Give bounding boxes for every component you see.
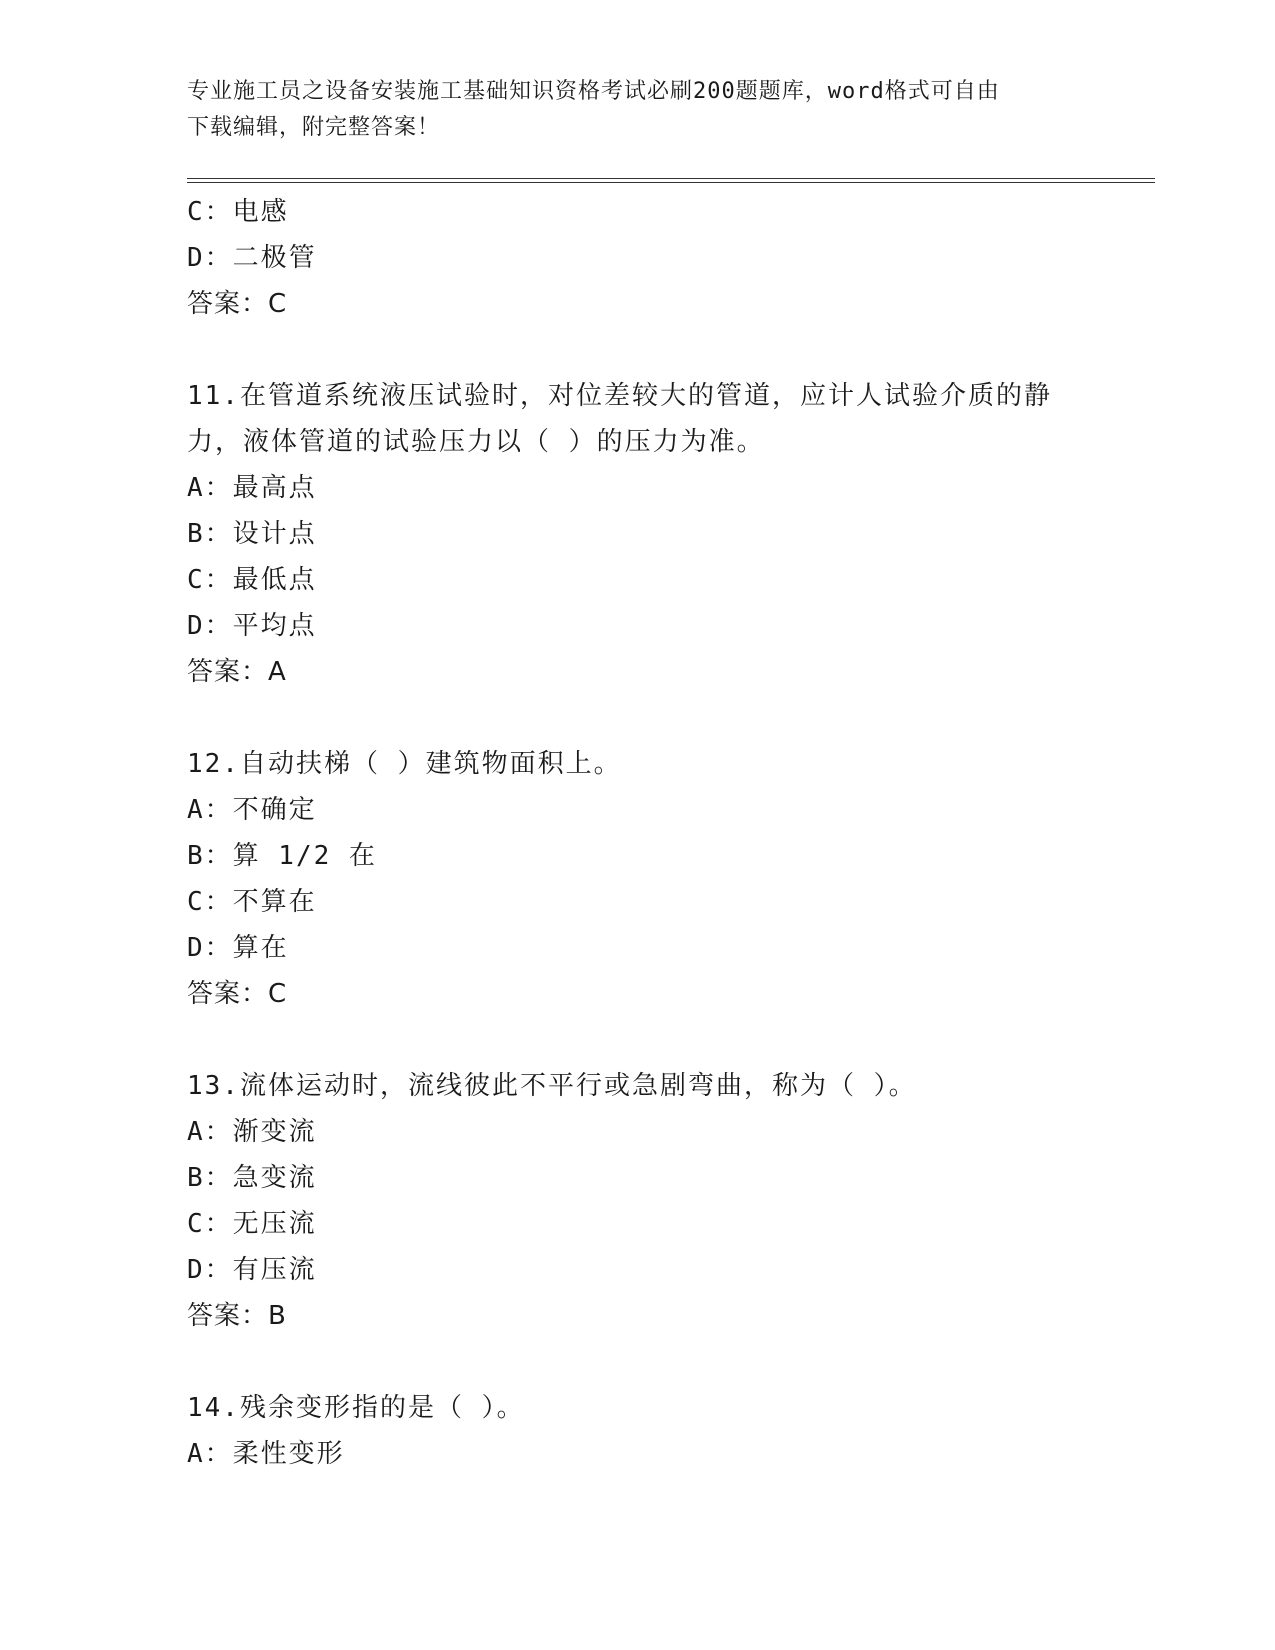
option-line: C：不算在 [187,887,317,917]
option-line: C：无压流 [187,1209,317,1239]
option-line: B：算 1/2 在 [187,841,377,871]
answer-line: 答案：C [187,289,288,319]
header-line-1: 专业施工员之设备安装施工基础知识资格考试必刷200题题库，word格式可自由 [187,79,1000,104]
question-text: 14.残余变形指的是（ ）。 [187,1393,525,1423]
document-header [187,74,1087,146]
option-line: C：电感 [187,197,289,227]
question-block-12 [187,741,1087,1017]
spacer [187,327,1087,373]
question-text: 12.自动扶梯（ ）建筑物面积上。 [187,749,622,779]
option-line: D：算在 [187,933,289,963]
option-line: D：二极管 [187,243,317,273]
spacer [187,1017,1087,1063]
header-line-2: 下载编辑，附完整答案！ [187,115,441,140]
question-text: 力，液体管道的试验压力以（ ）的压力为准。 [187,427,765,457]
option-line: A：柔性变形 [187,1439,345,1469]
question-list [187,189,1087,1477]
answer-line: 答案：A [187,657,287,687]
option-line: D：平均点 [187,611,317,641]
option-line: A：不确定 [187,795,317,825]
question-block-11 [187,373,1087,695]
answer-line: 答案：C [187,979,288,1009]
question-text: 11.在管道系统液压试验时，对位差较大的管道，应计人试验介质的静 [187,381,1052,411]
spacer [187,695,1087,741]
question-text: 13.流体运动时，流线彼此不平行或急剧弯曲，称为（ ）。 [187,1071,917,1101]
answer-line: 答案：B [187,1301,287,1331]
option-line: B：设计点 [187,519,317,549]
option-line: A：渐变流 [187,1117,317,1147]
option-line: D：有压流 [187,1255,317,1285]
header-divider [187,178,1155,183]
spacer [187,1339,1087,1385]
question-block-14 [187,1385,1087,1477]
question-block-13 [187,1063,1087,1339]
option-line: C：最低点 [187,565,317,595]
option-line: A：最高点 [187,473,317,503]
option-line: B：急变流 [187,1163,317,1193]
